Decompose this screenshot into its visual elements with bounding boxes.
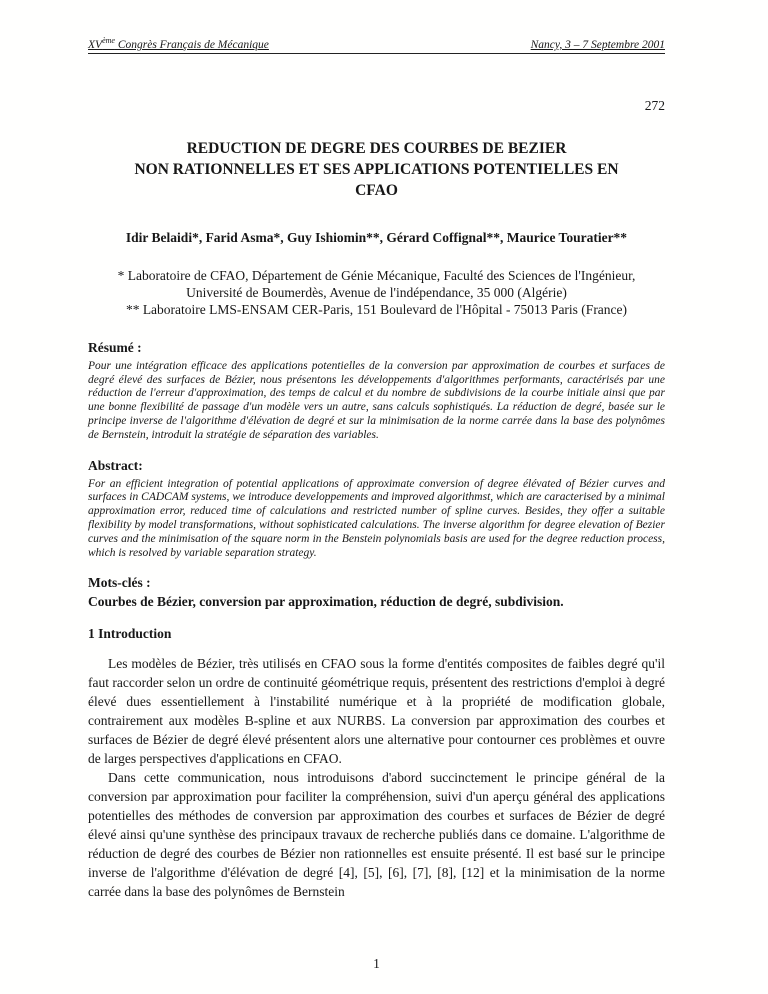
paper-title-line3: CFAO bbox=[355, 181, 398, 199]
header-conference-name bbox=[88, 36, 269, 51]
running-header bbox=[88, 36, 665, 54]
affiliation-line: * Laboratoire de CFAO, Département de Génie Mécanique, Faculté des Sciences de l'Ingénieur, bbox=[117, 267, 636, 283]
introduction-paragraph-2: Dans cette communication, nous introduisons d'abord succinctement le principe général de la conversion par approximation pour faciliter la compréhension, suivi d'un aperçu général des applications potentielles des méthodes de conversion par approximation des courbes et surfaces de Bézier de degré élevé ainsi qu'une synthèse des principaux travaux de recherche publiés dans ce domaine. L'algorithme de réduction de degré des courbes de Bézier non rationnelles est ensuite présenté. Il est basé sur le principe inverse de l'algorithme d'élévation de degré [4], [5], [6], [7], [8], [12] et la minimisation de la norme carrée dans la base des polynômes de Bernstein bbox=[88, 770, 665, 900]
page-number-bottom: 1 bbox=[373, 956, 380, 971]
header-location-date: Nancy, 3 – 7 Septembre 2001 bbox=[530, 38, 665, 51]
abstract-section-label: Abstract: bbox=[88, 457, 143, 473]
abstract-text: For an efficient integration of potential applications of approximate conversion of degree élévated of Bézier curves and surfaces in CADCAM systems, we introduce developpements and improved algorithmst, which are caracterised by a minimal approximation error, reduced time of calculations and restricted number of spline curves. Besides, they offer a suitable flexibility by model transformations, without sophisticated calculations. The inverse algorithm for degree elevation of Bezier curves and the minimisation of the square norm in the Benstein polynomials basis are used for the degree reduction process, which is resolved by variable separation strategy. bbox=[88, 477, 665, 559]
paper-title bbox=[88, 138, 665, 201]
paper-title-line2: NON RATIONNELLES ET SES APPLICATIONS POTENTIELLES EN bbox=[134, 160, 619, 178]
authors-line: Idir Belaidi*, Farid Asma*, Guy Ishiomin**, Gérard Coffignal**, Maurice Touratier** bbox=[125, 229, 628, 245]
header-conference-roman: XV bbox=[88, 38, 103, 51]
resume-text: Pour une intégration efficace des applications potentielles de la conversion par approximation de courbes et surfaces de degré élevé des surfaces de Bézier, nous présentons les développements d'algorithmes performants, caractérisés par une réduction de l'erreur d'approximation, des temps de calcul et du nombre de subdivisions de la courbe initiale ainsi que par une bonne flexibilité de passage d'un modèle vers un autre, sans calculs sophistiqués. La réduction de degré, basée sur le principe inverse de l'algorithme d'élévation de degré et sur la minimisation de la norme carrée dans la base des polynômes de Bernstein, introduit la stratégie de séparation des variables. bbox=[88, 359, 665, 441]
header-conference-superscript: ème bbox=[102, 36, 115, 45]
paper-title-line1: REDUCTION DE DEGRE DES COURBES DE BEZIER bbox=[186, 139, 567, 157]
keywords-section-label: Mots-clés : bbox=[88, 575, 151, 591]
keywords-text: Courbes de Bézier, conversion par approximation, réduction de degré, subdivision. bbox=[88, 594, 564, 610]
introduction-paragraph-1: Les modèles de Bézier, très utilisés en CFAO sous la forme d'entités composites de faibles degré qu'il faut raccorder selon un ordre de continuité géométrique requis, présentent des restrictions d'emploi à degré élevé dues essentiellement à l'instabilité numérique et à la propriété de modification globale, contrairement aux modèles B-spline et aux NURBS. La conversion par approximation des courbes et surfaces de Bézier de degré élevé présentent alors une alternative pour contourner ces problèmes et ouvre de larges perspectives d'applications en CFAO. bbox=[88, 656, 665, 767]
affiliations-block bbox=[88, 267, 665, 318]
header-conference-rest: Congrès Français de Mécanique bbox=[114, 38, 269, 51]
resume-section-label: Résumé : bbox=[88, 339, 142, 355]
page-number-top: 272 bbox=[644, 97, 665, 113]
affiliation-line: ** Laboratoire LMS-ENSAM CER-Paris, 151 Boulevard de l'Hôpital - 75013 Paris (France) bbox=[125, 301, 628, 317]
affiliation-line: Université de Boumerdès, Avenue de l'indépendance, 35 000 (Algérie) bbox=[186, 284, 567, 300]
introduction-heading: 1 Introduction bbox=[88, 626, 172, 642]
